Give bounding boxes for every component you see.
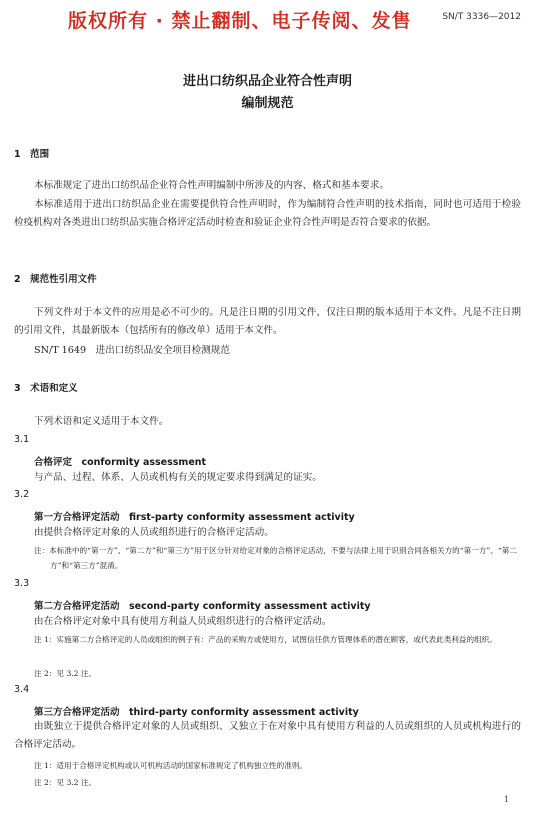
term-title: 合格评定 conformity assessment — [34, 457, 207, 468]
section-1-paragraph-2: 本标准适用于进出口纺织品企业在需要提供符合性声明时，作为编制符合性声明的技术指南，同时也可适用于检验检疫机构对各类进出口纺织品实施合格评定活动时检查和验证企业符合性声明是否符合要求的依据。 — [14, 199, 521, 228]
section-1-paragraph-1: 本标准规定了进出口纺织品企业符合性声明编制中所涉及的内容、格式和基本要求。 — [34, 180, 389, 191]
term-number: 3.1 — [14, 434, 30, 445]
term-note-1: 注 1：适用于合格评定机构或认可机构活动的国家标准规定了机构独立性的准则。 — [34, 761, 308, 770]
section-1-heading: 1 范围 — [14, 149, 50, 160]
term-number: 3.2 — [14, 489, 30, 500]
term-title: 第二方合格评定活动 second-party conformity assessment activity — [34, 601, 371, 612]
page-number: 1 — [503, 795, 509, 804]
normative-reference: SN/T 1649 进出口纺织品安全项目检测规范 — [34, 345, 230, 356]
term-title: 第一方合格评定活动 first-party conformity assessment activity — [34, 512, 355, 523]
document-title: 进出口纺织品企业符合性声明 — [182, 74, 352, 89]
term-number: 3.4 — [14, 684, 30, 695]
term-note-1: 注 1：实施第二方合格评定的人员或组织的例子有：产品的采购方或使用方，试图信任供方管理体系的潜在顾客，或代表此类利益的组织。 — [34, 635, 497, 644]
term-definition: 与产品、过程、体系、人员或机构有关的规定要求得到满足的证实。 — [34, 472, 322, 483]
term-note-2: 注 2：见 3.2 注。 — [34, 778, 97, 787]
section-3-intro: 下列术语和定义适用于本文件。 — [34, 416, 169, 427]
section-2-heading: 2 规范性引用文件 — [14, 274, 97, 285]
term-note-2: 注 2：见 3.2 注。 — [34, 669, 97, 678]
standard-code: SN/T 3336—2012 — [442, 12, 521, 22]
term-definition: 由既独立于提供合格评定对象的人员或组织、又独立于在对象中具有使用方利益的人员或组织的人员或机构进行的合格评定活动。 — [14, 721, 521, 750]
term-title: 第三方合格评定活动 third-party conformity assessment activity — [34, 707, 359, 718]
term-number: 3.3 — [14, 578, 30, 589]
copyright-watermark: 版权所有 · 禁止翻制、电子传阅、发售 — [68, 10, 412, 32]
section-2-paragraph-1: 下列文件对于本文件的应用是必不可少的。凡是注日期的引用文件，仅注日期的版本适用于本文件。凡是不注日期的引用文件，其最新版本（包括所有的修改单）适用于本文件。 — [14, 307, 521, 336]
section-3-heading: 3 术语和定义 — [14, 383, 78, 394]
term-note: 注：本标准中的“第一方”、“第二方”和“第三方”用于区分针对给定对象的合格评定活动，不要与法律上用于识别合同各相关方的“第一方”、“第二方”和“第三方”混淆。 — [34, 546, 517, 570]
term-definition: 由在合格评定对象中具有使用方利益人员或组织进行的合格评定活动。 — [34, 616, 332, 627]
term-definition: 由提供合格评定对象的人员或组织进行的合格评定活动。 — [34, 527, 274, 538]
document-subtitle: 编制规范 — [241, 96, 294, 111]
